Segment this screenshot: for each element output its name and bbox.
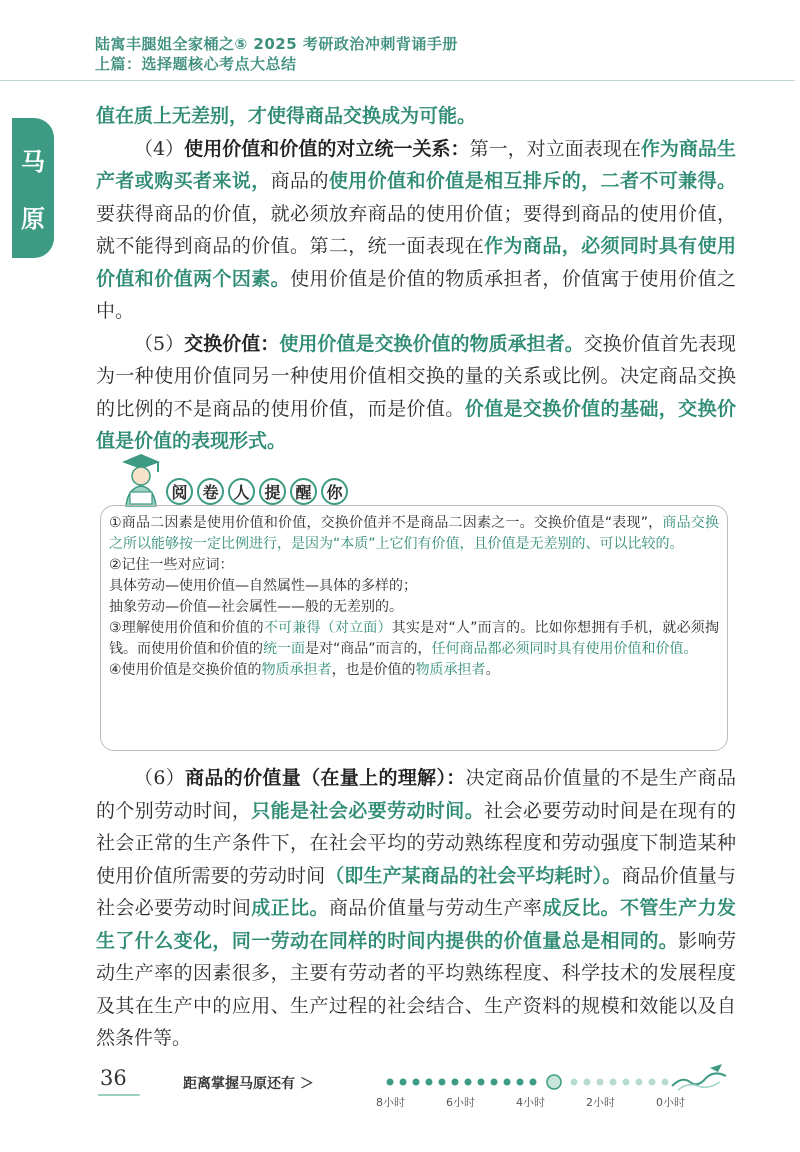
tip-highlight: 任何商品都必须同时具有使用价值和价值。 xyxy=(431,641,698,657)
tip-line: 抽象劳动—价值—社会属性——般的无差别的。 xyxy=(109,599,403,615)
body-text: 交换价值首先表现为一种使用价值同另一种使用价值相交换的量的关系或比例。决定商品交换的比例的不是商品的使用价值，而是价值。 xyxy=(96,332,736,420)
section-title: 上篇：选择题核心考点大总结 xyxy=(95,55,297,73)
tip-text: 是对“商品”而言的， xyxy=(305,641,432,657)
item-number: （4） xyxy=(134,137,185,160)
progress-label: 距离掌握马原还有 ＞ xyxy=(183,1076,314,1092)
highlight-text: 值在质上无差别，才使得商品交换成为可能。 xyxy=(96,105,477,127)
tip-line: ②记住一些对应词： xyxy=(109,557,234,573)
tip-title-char: 人 xyxy=(228,478,255,505)
paragraph-6 xyxy=(96,762,736,1055)
hour-label: 8小时 xyxy=(376,1096,405,1109)
item-heading: 商品的价值量（在量上的理解）： xyxy=(185,767,466,789)
tip-text: 其实是对“人”而言的。比如你想拥有手机，就必须掏钱。而使用价值和价值的 xyxy=(109,620,719,657)
tip-text: ①商品二因素是使用价值和价值，交换价值并不是商品二因素之一。交换价值是“表现”， xyxy=(109,515,663,531)
tip-text: ，也是价值的 xyxy=(331,662,416,678)
body-text: 商品价值量与劳动生产率 xyxy=(328,897,543,919)
paragraph-4 xyxy=(96,133,736,328)
tip-highlight: 物质承担者 xyxy=(261,662,332,678)
chapter-tab-char: 马 xyxy=(21,147,45,176)
tip-highlight: 统一面 xyxy=(263,641,305,657)
tip-title-char: 你 xyxy=(321,478,348,505)
highlight-text: 成反比。不管生产力发生了什么变化，同一劳动在同样的时间内提供的价值量总是相同的。 xyxy=(96,897,736,952)
running-header xyxy=(95,34,795,74)
hour-label: 0小时 xyxy=(656,1096,685,1109)
item-heading: 交换价值： xyxy=(184,332,280,355)
tip-text: 。 xyxy=(485,662,500,678)
main-content xyxy=(96,100,736,458)
hour-label: 4小时 xyxy=(516,1096,545,1109)
student-mascot-icon xyxy=(118,452,164,508)
item-heading: 使用价值和价值的对立统一关系： xyxy=(184,137,470,160)
header-divider xyxy=(0,80,795,81)
body-text: 影响劳动生产率的因素很多，主要有劳动者的平均熟练程度、科学技术的发展程度及其在生产中的应用、生产过程的社会结合、生产资料的规模和效能以及自然条件等。 xyxy=(96,929,736,1049)
tip-title xyxy=(166,478,348,505)
highlight-text: 成正比。 xyxy=(251,897,329,919)
tip-text: ③理解使用价值和价值的 xyxy=(109,620,264,636)
body-text: 决定商品价值量的不是生产商品的个别劳动时间， xyxy=(96,767,736,822)
page-number: 36 xyxy=(100,1066,127,1090)
tip-line xyxy=(109,660,719,681)
mountain-wave-icon xyxy=(670,1062,730,1092)
tip-highlight: 物质承担者 xyxy=(415,662,486,678)
highlight-text: 价值是交换价值的基础，交换价值是价值的表现形式。 xyxy=(96,397,736,452)
tip-box xyxy=(100,505,728,751)
body-text: 要获得商品的价值，就必须放弃商品的使用价值；要得到商品的使用价值，就不能得到商品的价值。第二，统一面表现在 xyxy=(96,202,736,257)
tip-line: 具体劳动—使用价值—自然属性—具体的多样的； xyxy=(109,578,417,594)
progress-hours xyxy=(0,1094,800,1114)
body-text: 商品价值量与社会必要劳动时间 xyxy=(96,864,736,919)
paragraph-5 xyxy=(96,328,736,458)
hour-label: 2小时 xyxy=(586,1096,615,1109)
tip-title-char: 卷 xyxy=(197,478,224,505)
chapter-tab-char: 原 xyxy=(21,204,45,233)
paragraph-continued xyxy=(96,100,736,133)
tip-highlight: 商品交换之所以能够按一定比例进行，是因为“本质”上它们有价值，且价值是无差别的、可以比较的。 xyxy=(109,515,719,552)
highlight-text: （即生产某商品的社会平均耗时）。 xyxy=(325,864,622,887)
tip-line xyxy=(109,618,719,660)
highlight-text: 作为商品，必须同时具有使用价值和价值两个因素。 xyxy=(96,235,736,290)
main-content-lower xyxy=(96,762,736,1055)
body-text: 社会必要劳动时间是在现有的社会正常的生产条件下，在社会平均的劳动熟练程度和劳动强度下制造某种使用价值所需要的劳动时间 xyxy=(96,799,736,887)
highlight-text: 使用价值是交换价值的物质承担者。 xyxy=(279,332,584,355)
highlight-text: 只能是社会必要劳动时间。 xyxy=(251,799,485,822)
tip-highlight: 不可兼得（对立面） xyxy=(263,620,392,636)
body-text: 商品的 xyxy=(270,170,329,192)
highlight-text: 使用价值和价值是相互排斥的，二者不可兼得。 xyxy=(328,170,736,192)
tip-line xyxy=(109,513,719,555)
hour-label: 6小时 xyxy=(446,1096,475,1109)
chapter-tab xyxy=(12,118,54,258)
tip-title-char: 阅 xyxy=(166,478,193,505)
book-title: 陆寓丰腿姐全家桶之⑤ 2025 考研政治冲刺背诵手册 xyxy=(95,35,458,53)
body-text: 第一，对立面表现在 xyxy=(469,137,641,160)
tip-title-char: 提 xyxy=(259,478,286,505)
item-number: （6） xyxy=(134,767,186,789)
body-text: 使用价值是价值的物质承担者，价值寓于使用价值之中。 xyxy=(96,267,736,322)
tip-text: ④使用价值是交换价值的 xyxy=(109,662,262,678)
tip-title-char: 醒 xyxy=(290,478,317,505)
item-number: （5） xyxy=(134,332,185,355)
progress-dots-icon xyxy=(384,1074,674,1090)
highlight-text: 作为商品生产者或购买者来说， xyxy=(96,137,736,192)
